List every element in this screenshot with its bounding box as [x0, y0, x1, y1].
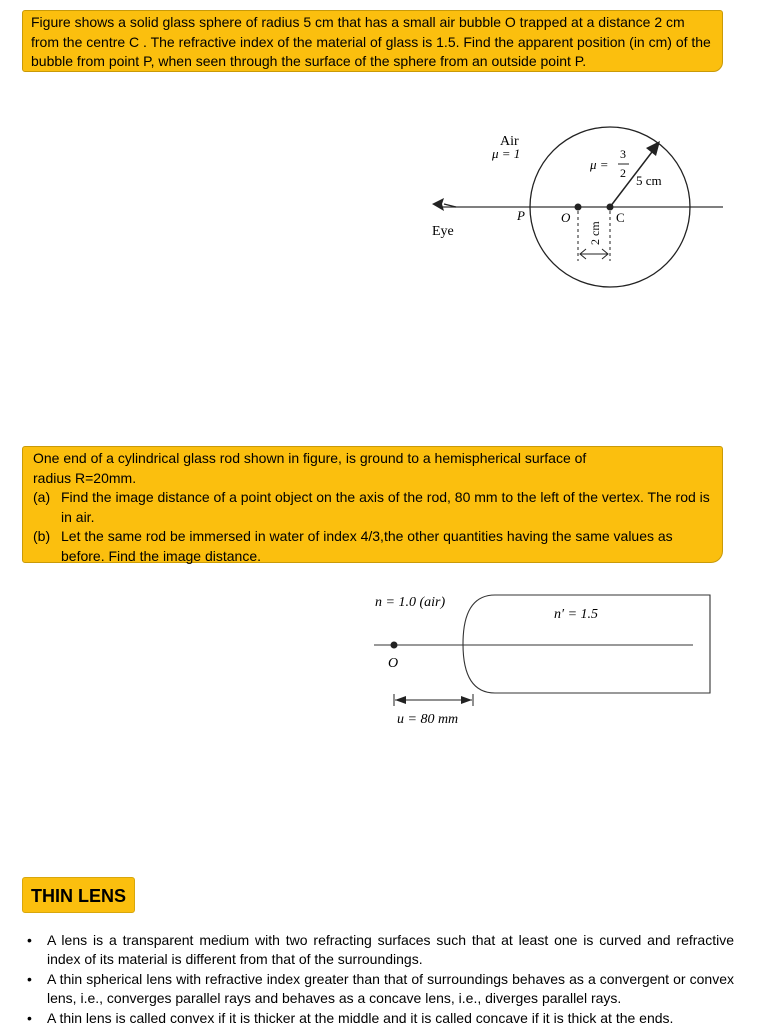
- u-arrowhead-right: [461, 696, 472, 704]
- centre-point: [607, 204, 614, 211]
- radius-label: 5 cm: [636, 173, 662, 188]
- part-b-text: Let the same rod be immersed in water of index 4/3,the other quantities having the same values as before. Find the image distance.: [61, 528, 673, 564]
- bullet-item: • A thin lens is called convex if it is thicker at the middle and it is called concave if it is thick at the ends.: [22, 1009, 734, 1028]
- radius-arrowhead: [646, 141, 660, 156]
- n-air-label: n = 1.0 (air): [375, 595, 446, 610]
- bullet-list: [22, 931, 734, 1028]
- question-1-box: [22, 10, 723, 72]
- glass-mu-numerator: 3: [620, 147, 626, 161]
- part-b-label: (b): [33, 528, 51, 544]
- question-2-line-1: One end of a cylindrical glass rod shown in figure, is ground to a hemispherical surface of: [33, 450, 587, 466]
- glass-rod-figure: [360, 585, 730, 730]
- question-2-part-a: [33, 488, 712, 527]
- glass-mu-denominator: 2: [620, 166, 626, 180]
- bubble-point: [575, 204, 582, 211]
- p-label: P: [517, 208, 525, 223]
- part-a-label: (a): [33, 489, 51, 505]
- eye-label: Eye: [432, 224, 454, 239]
- question-1-text: Figure shows a solid glass sphere of radius 5 cm that has a small air bubble O trapped at a distance 2 cm from the centre C . The refractive index of the material of glass is 1.5. Find the apparent position (in cm) of the bubble from point P, when seen through the surface of the sphere from an outside point P.: [31, 14, 711, 69]
- u-label: u = 80 mm: [397, 712, 459, 727]
- section-heading: THIN LENS: [22, 877, 135, 913]
- air-mu-label: μ = 1: [492, 146, 521, 161]
- glass-mu-label: μ =: [590, 157, 609, 172]
- o-label: O: [561, 210, 571, 225]
- eye-icon: [432, 198, 456, 211]
- question-2-line-2: radius R=20mm.: [33, 469, 137, 486]
- bullet-item: • A lens is a transparent medium with two refracting surfaces such that at least one is curved and refractive index of its material is different from that of the surroundings.: [22, 931, 734, 970]
- n-glass-label: n′ = 1.5: [554, 607, 599, 622]
- bullet-item: • A thin spherical lens with refractive index greater than that of surroundings behaves as a convergent or convex lens, i.e., converges parallel rays and behaves as a concave lens, i.e., diverges parallel rays.: [22, 970, 734, 1009]
- part-a-text: Find the image distance of a point object on the axis of the rod, 80 mm to the left of the vertex. The rod is in air.: [61, 489, 710, 525]
- air-label: Air: [500, 134, 519, 149]
- sphere-figure: [420, 118, 740, 298]
- u-arrowhead-left: [395, 696, 406, 704]
- c-label: C: [616, 210, 625, 225]
- distance-label: 2 cm: [588, 221, 602, 245]
- o-label-2: O: [388, 656, 399, 671]
- question-2-part-b: [33, 527, 712, 566]
- object-point: [391, 642, 398, 649]
- question-2-box: [22, 446, 723, 563]
